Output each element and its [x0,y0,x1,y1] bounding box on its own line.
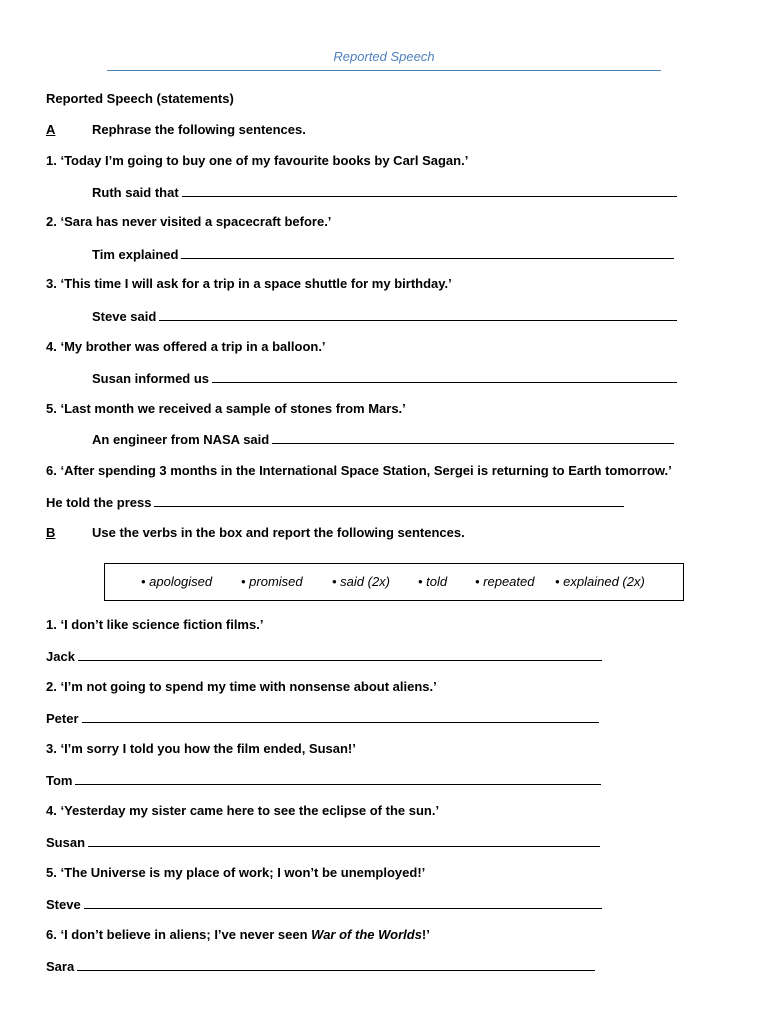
section-a-answer-4 [92,370,677,387]
answer-prompt: Steve [46,897,81,912]
section-b-answer-4 [46,834,600,851]
answer-prompt: Susan [46,835,86,850]
answer-blank[interactable] [88,834,600,847]
section-b-answer-1 [46,648,602,665]
section-b-instruction: Use the verbs in the box and report the following sentences. [92,525,465,540]
section-a-sentence-4: 4. ‘My brother was offered a trip in a balloon.’ [46,339,326,354]
sentence-text: !’ [421,927,430,942]
answer-blank[interactable] [78,648,602,661]
section-b-sentence-1: 1. ‘I don’t like science fiction films.’ [46,617,264,632]
answer-blank[interactable] [181,246,674,259]
answer-prompt: An engineer from NASA said [92,432,270,447]
section-b-answer-3 [46,772,601,789]
answer-prompt: Peter [46,711,79,726]
answer-prompt: Jack [46,649,75,664]
section-a-sentence-3: 3. ‘This time I will ask for a trip in a space shuttle for my birthday.’ [46,276,452,291]
section-a-sentence-5: 5. ‘Last month we received a sample of stones from Mars.’ [46,401,406,416]
intro-heading: Reported Speech (statements) [46,91,234,106]
answer-blank[interactable] [82,710,599,723]
answer-prompt: Sara [46,959,75,974]
answer-blank[interactable] [159,308,677,321]
film-title: War of the Worlds [311,927,422,942]
verb-box [104,563,684,601]
section-b-letter: B [46,525,56,540]
section-b-sentence-3: 3. ‘I’m sorry I told you how the film ended, Susan!’ [46,741,356,756]
header-rule [107,70,661,71]
answer-prompt: Tom [46,773,73,788]
verb-item: • apologised [141,574,213,589]
answer-blank[interactable] [182,184,677,197]
section-a-answer-5 [92,431,674,448]
answer-prompt: He told the press [46,495,152,510]
answer-prompt: Ruth said that [92,185,179,200]
verb-item: • explained (2x) [555,574,645,589]
section-a-sentence-6: 6. ‘After spending 3 months in the International Space Station, Sergei is returning to Earth tomorrow.’ [46,463,672,478]
answer-blank[interactable] [77,958,595,971]
section-b-answer-5 [46,896,602,913]
section-b-sentence-5: 5. ‘The Universe is my place of work; I won’t be unemployed!’ [46,865,426,880]
section-b-answer-6 [46,958,595,975]
section-b-sentence-4: 4. ‘Yesterday my sister came here to see the eclipse of the sun.’ [46,803,440,818]
answer-prompt: Tim explained [92,247,179,262]
answer-blank[interactable] [212,370,677,383]
verb-item: • promised [241,574,303,589]
answer-blank[interactable] [84,896,602,909]
sentence-text: 6. ‘I don’t believe in aliens; I’ve never seen [46,927,312,942]
answer-prompt: Susan informed us [92,371,210,386]
page-header-title: Reported Speech [333,49,435,64]
section-a-answer-1 [92,184,677,201]
verb-item: • told [418,574,448,589]
section-a-answer-3 [92,308,677,325]
answer-prompt: Steve said [92,309,157,324]
section-a-sentence-1: 1. ‘Today I’m going to buy one of my favourite books by Carl Sagan.’ [46,153,469,168]
verb-item: • said (2x) [332,574,391,589]
answer-blank[interactable] [272,431,674,444]
section-b-answer-2 [46,710,599,727]
section-b-sentence-6 [46,927,430,943]
section-a-answer-2 [92,246,674,263]
section-a-sentence-2: 2. ‘Sara has never visited a spacecraft before.’ [46,214,332,229]
section-a-instruction: Rephrase the following sentences. [92,122,306,137]
section-a-letter: A [46,122,56,137]
section-b-sentence-2: 2. ‘I’m not going to spend my time with nonsense about aliens.’ [46,679,437,694]
verb-item: • repeated [475,574,535,589]
section-a-answer-6 [46,494,624,511]
answer-blank[interactable] [75,772,601,785]
answer-blank[interactable] [154,494,624,507]
